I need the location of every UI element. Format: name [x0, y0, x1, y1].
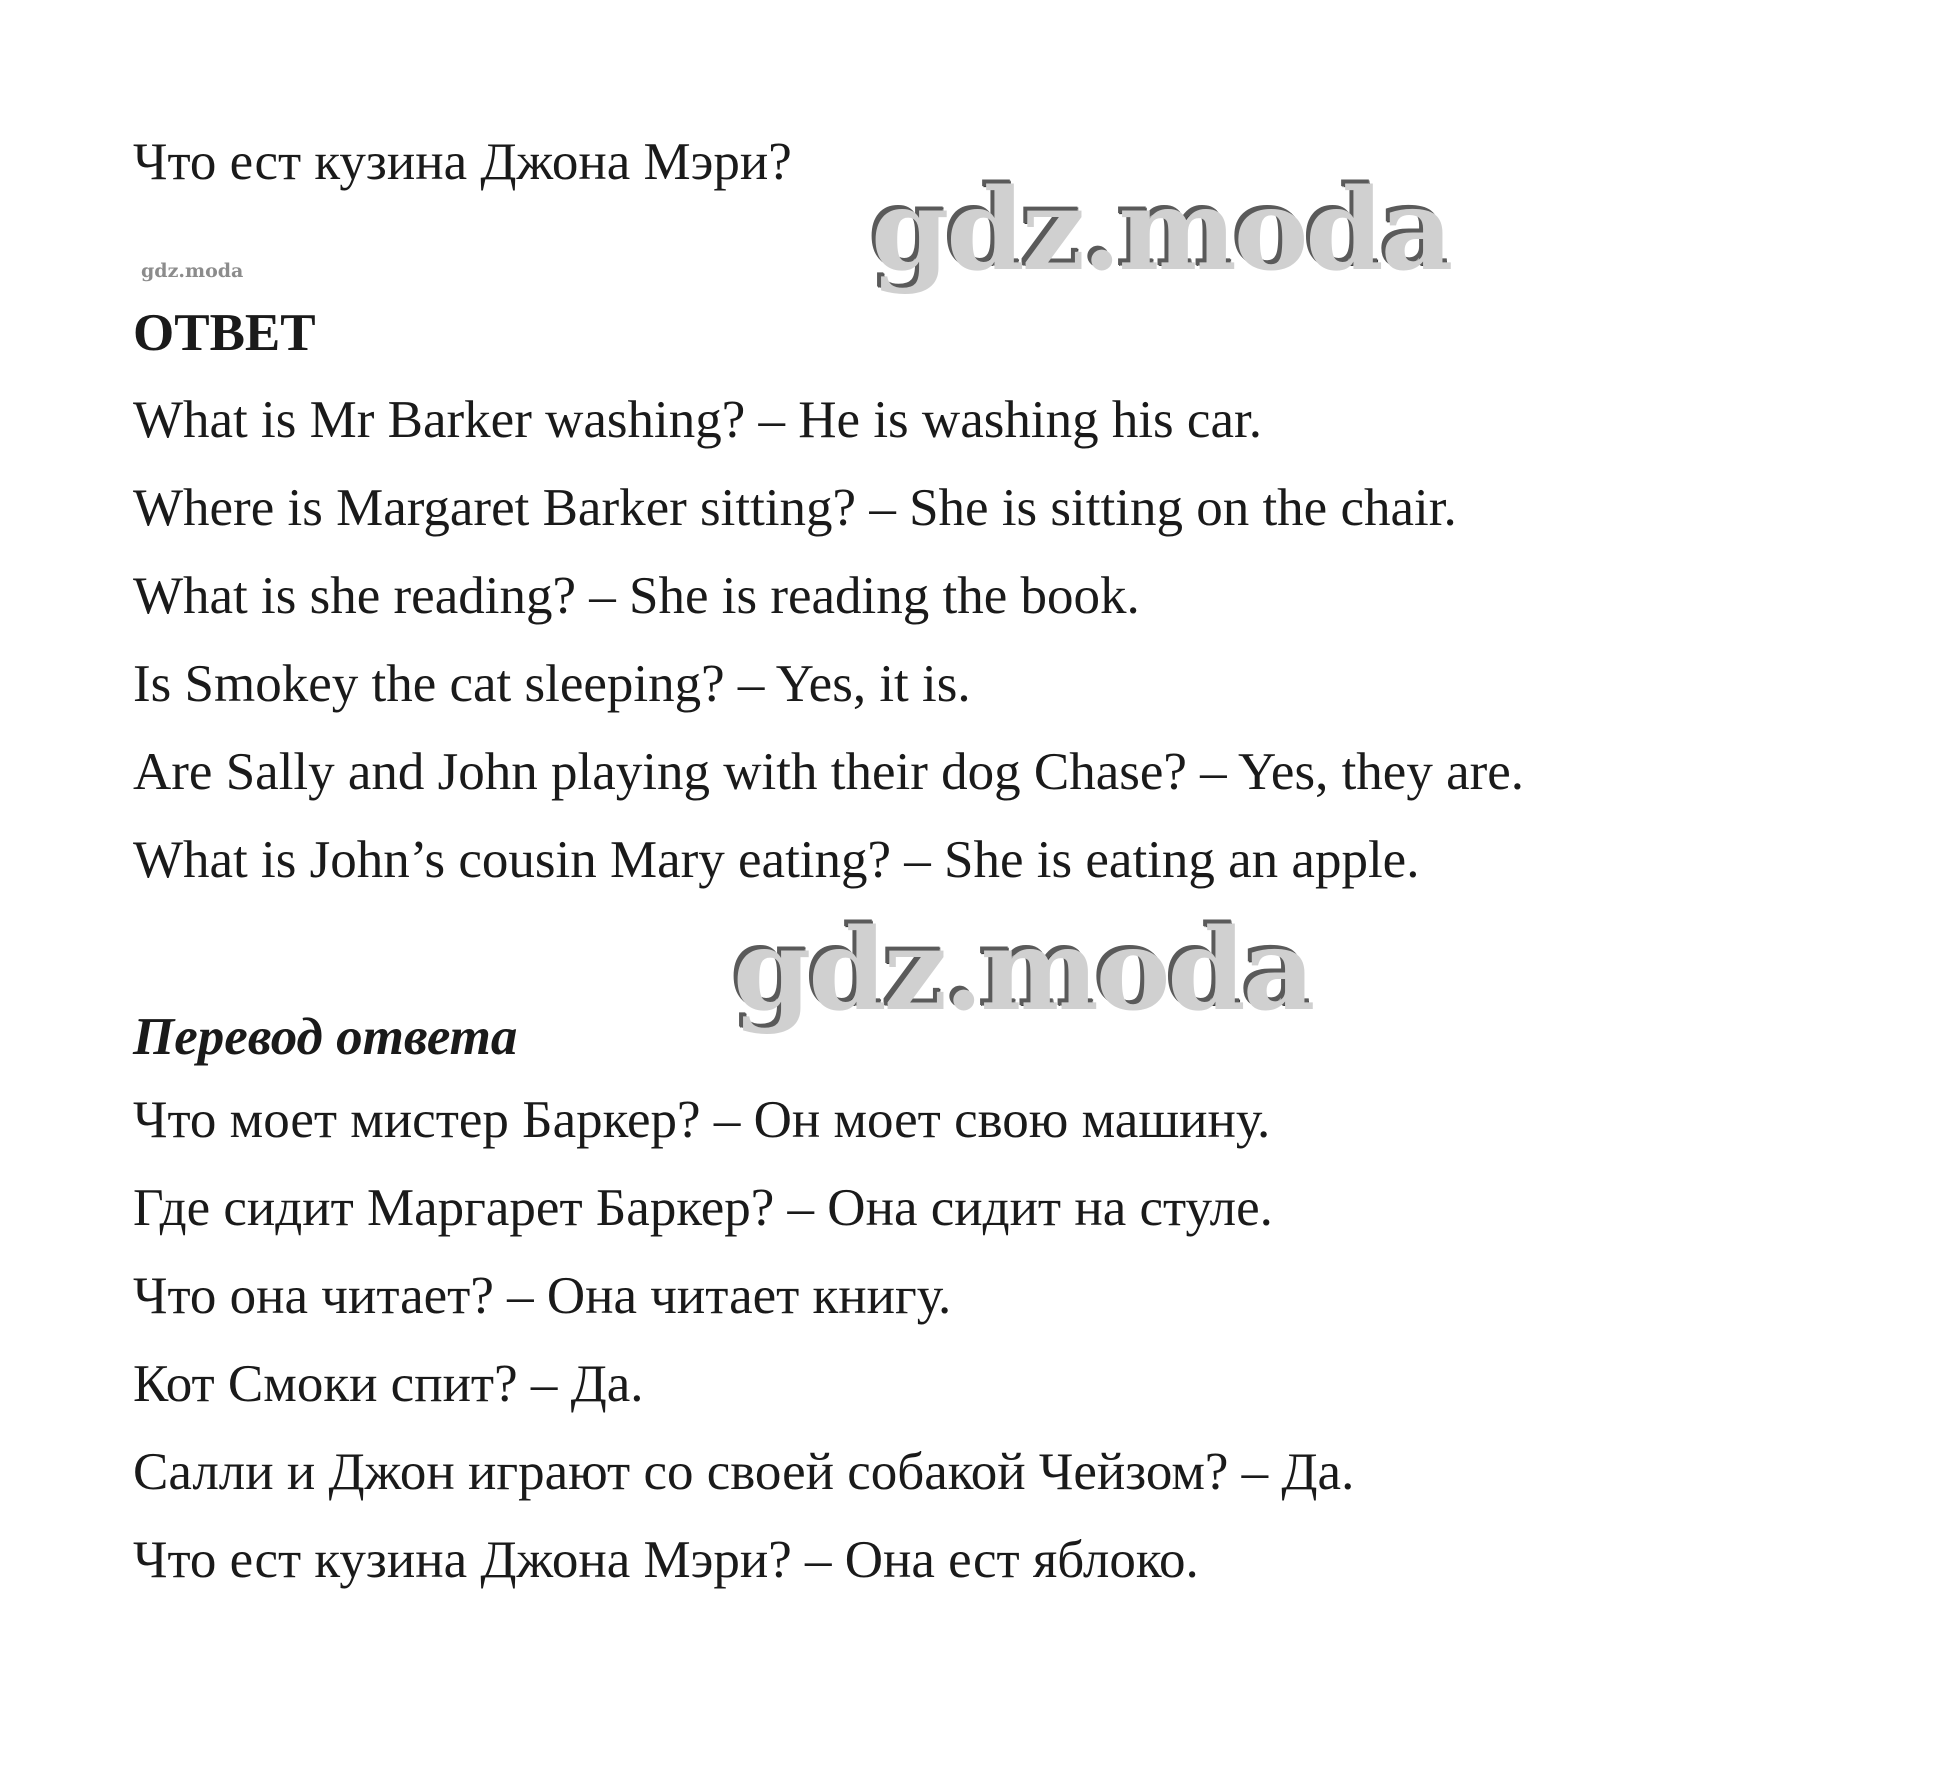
answer-heading: ОТВЕТ: [133, 304, 316, 362]
answer-line: What is John’s cousin Mary eating? – She is eating an apple.: [133, 831, 1420, 889]
translation-line: Салли и Джон играют со своей собакой Чейзом? – Да.: [133, 1443, 1355, 1501]
watermark-small: gdz.moda: [141, 260, 244, 282]
translation-line: Что она читает? – Она читает книгу.: [133, 1267, 952, 1325]
translation-line: Где сидит Маргарет Баркер? – Она сидит на стуле.: [133, 1179, 1273, 1237]
answer-line: What is she reading? – She is reading the book.: [133, 567, 1140, 625]
translation-line: Что моет мистер Баркер? – Он моет свою машину.: [133, 1091, 1271, 1149]
watermark-large-top: gdz.moda: [868, 162, 1448, 293]
translation-line: Кот Смоки спит? – Да.: [133, 1355, 644, 1413]
translation-line: Что ест кузина Джона Мэри? – Она ест яблоко.: [133, 1531, 1199, 1589]
answer-line: What is Mr Barker washing? – He is washing his car.: [133, 391, 1262, 449]
answer-line: Is Smokey the cat sleeping? – Yes, it is.: [133, 655, 971, 713]
translation-heading: Перевод ответа: [133, 1008, 518, 1066]
question-line: Что ест кузина Джона Мэри?: [133, 133, 792, 191]
answer-line: Where is Margaret Barker sitting? – She is sitting on the chair.: [133, 479, 1457, 537]
watermark-large-middle: gdz.moda: [730, 902, 1310, 1033]
answer-line: Are Sally and John playing with their dog Chase? – Yes, they are.: [133, 743, 1525, 801]
